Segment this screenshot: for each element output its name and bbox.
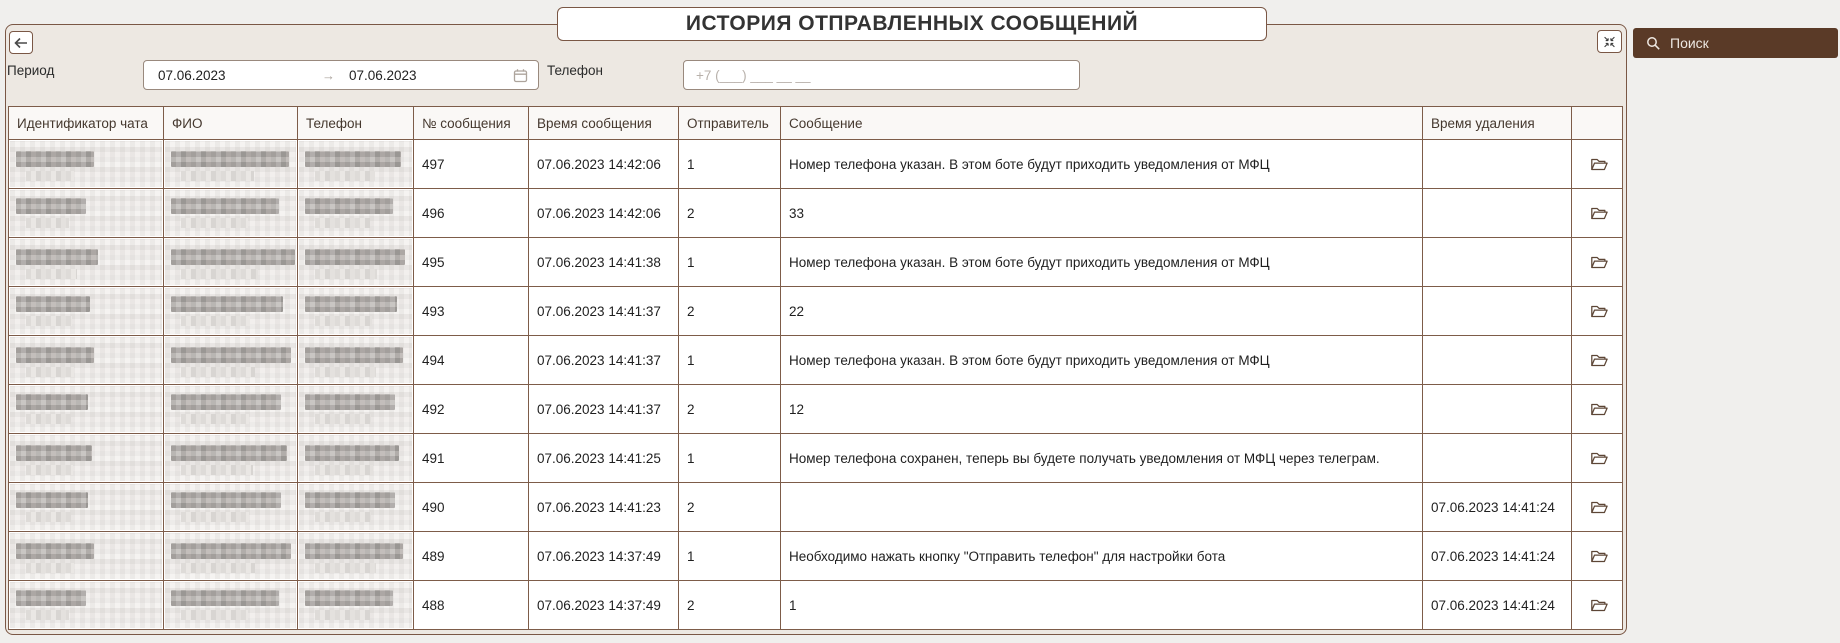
chat-id-cell <box>9 532 164 581</box>
chat-id-cell <box>9 581 164 630</box>
deletion-time-cell <box>1423 336 1572 385</box>
sender-cell: 2 <box>679 385 781 434</box>
table-header-row <box>9 107 1623 140</box>
fio-cell <box>164 238 298 287</box>
sender-cell: 1 <box>679 336 781 385</box>
message-number-cell: 495 <box>414 238 529 287</box>
fio-cell <box>164 532 298 581</box>
phone-cell <box>298 434 414 483</box>
back-arrow-icon <box>14 37 28 49</box>
date-to-value[interactable]: 07.06.2023 <box>349 67 417 83</box>
table-row[interactable] <box>9 287 1623 336</box>
column-header-4[interactable]: № сообщения <box>414 107 529 140</box>
fio-cell <box>164 385 298 434</box>
message-text-cell: Необходимо нажать кнопку "Отправить телефон" для настройки бота <box>781 532 1423 581</box>
phone-cell <box>298 238 414 287</box>
open-folder-button[interactable] <box>1572 385 1623 434</box>
redacted-value <box>165 239 296 285</box>
fio-cell <box>164 287 298 336</box>
back-button[interactable] <box>9 31 33 54</box>
page-title-box <box>557 7 1267 41</box>
sender-cell: 2 <box>679 483 781 532</box>
column-header-7[interactable]: Сообщение <box>781 107 1423 140</box>
messages-table <box>8 106 1623 630</box>
collapse-expand-button[interactable] <box>1597 30 1622 53</box>
chat-id-cell <box>9 483 164 532</box>
phone-cell <box>298 287 414 336</box>
search-label: Поиск <box>1670 35 1709 51</box>
open-folder-button[interactable] <box>1572 238 1623 287</box>
open-folder-button[interactable] <box>1572 336 1623 385</box>
column-header-6[interactable]: Отправитель <box>679 107 781 140</box>
phone-placeholder: +7 (___) ___ __ __ <box>696 67 811 83</box>
chat-id-cell <box>9 238 164 287</box>
deletion-time-cell: 07.06.2023 14:41:24 <box>1423 532 1572 581</box>
open-folder-icon <box>1590 598 1608 613</box>
sender-cell: 1 <box>679 238 781 287</box>
chat-id-cell <box>9 434 164 483</box>
message-time-cell: 07.06.2023 14:41:38 <box>529 238 679 287</box>
message-text-cell: 22 <box>781 287 1423 336</box>
deletion-time-cell <box>1423 140 1572 189</box>
message-text-cell: 12 <box>781 385 1423 434</box>
message-number-cell: 496 <box>414 189 529 238</box>
period-range-input[interactable] <box>143 60 539 90</box>
redacted-value <box>299 337 412 383</box>
redacted-value <box>10 533 162 579</box>
message-text-cell: Номер телефона сохранен, теперь вы будете получать уведомления от МФЦ через телеграм. <box>781 434 1423 483</box>
sender-cell: 2 <box>679 581 781 630</box>
redacted-value <box>299 582 412 628</box>
redacted-value <box>299 141 412 187</box>
open-folder-button[interactable] <box>1572 483 1623 532</box>
table-row[interactable] <box>9 532 1623 581</box>
open-folder-icon <box>1590 402 1608 417</box>
fio-cell <box>164 581 298 630</box>
phone-label: Телефон <box>547 63 604 78</box>
column-header-3[interactable]: Телефон <box>298 107 414 140</box>
open-folder-icon <box>1590 304 1608 319</box>
redacted-value <box>299 484 412 530</box>
open-folder-icon <box>1590 353 1608 368</box>
fio-cell <box>164 483 298 532</box>
redacted-value <box>10 386 162 432</box>
redacted-value <box>10 484 162 530</box>
redacted-value <box>10 288 162 334</box>
redacted-value <box>299 190 412 236</box>
open-folder-icon <box>1590 451 1608 466</box>
redacted-value <box>165 141 296 187</box>
message-time-cell: 07.06.2023 14:42:06 <box>529 189 679 238</box>
message-number-cell: 497 <box>414 140 529 189</box>
phone-cell <box>298 336 414 385</box>
open-folder-icon <box>1590 500 1608 515</box>
period-label: Период <box>7 63 55 78</box>
chat-id-cell <box>9 385 164 434</box>
message-number-cell: 489 <box>414 532 529 581</box>
open-folder-button[interactable] <box>1572 532 1623 581</box>
phone-cell <box>298 385 414 434</box>
deletion-time-cell <box>1423 238 1572 287</box>
table-row[interactable] <box>9 189 1623 238</box>
message-number-cell: 493 <box>414 287 529 336</box>
date-range-arrow-icon: → <box>322 67 335 83</box>
message-text-cell: 33 <box>781 189 1423 238</box>
message-time-cell: 07.06.2023 14:37:49 <box>529 532 679 581</box>
redacted-value <box>299 386 412 432</box>
calendar-icon[interactable] <box>513 68 528 83</box>
sender-cell: 1 <box>679 140 781 189</box>
redacted-value <box>10 435 162 481</box>
message-text-cell: 1 <box>781 581 1423 630</box>
open-folder-button[interactable] <box>1572 287 1623 336</box>
deletion-time-cell <box>1423 287 1572 336</box>
table-row[interactable] <box>9 385 1623 434</box>
redacted-value <box>299 435 412 481</box>
phone-cell <box>298 483 414 532</box>
redacted-value <box>10 582 162 628</box>
fio-cell <box>164 189 298 238</box>
chat-id-cell <box>9 189 164 238</box>
table-row[interactable] <box>9 140 1623 189</box>
message-number-cell: 491 <box>414 434 529 483</box>
phone-cell <box>298 532 414 581</box>
collapse-arrows-icon <box>1602 35 1617 49</box>
chat-id-cell <box>9 140 164 189</box>
redacted-value <box>10 337 162 383</box>
fio-cell <box>164 140 298 189</box>
redacted-value <box>10 239 162 285</box>
deletion-time-cell: 07.06.2023 14:41:24 <box>1423 581 1572 630</box>
open-folder-button[interactable] <box>1572 140 1623 189</box>
column-header-9[interactable] <box>1572 107 1623 140</box>
redacted-value <box>165 435 296 481</box>
redacted-value <box>299 533 412 579</box>
sender-cell: 2 <box>679 287 781 336</box>
message-time-cell: 07.06.2023 14:41:37 <box>529 385 679 434</box>
sender-cell: 2 <box>679 189 781 238</box>
message-text-cell: Номер телефона указан. В этом боте будут приходить уведомления от МФЦ <box>781 238 1423 287</box>
table-row[interactable] <box>9 238 1623 287</box>
table-row[interactable] <box>9 336 1623 385</box>
sender-cell: 1 <box>679 532 781 581</box>
redacted-value <box>165 484 296 530</box>
open-folder-button[interactable] <box>1572 434 1623 483</box>
deletion-time-cell <box>1423 385 1572 434</box>
redacted-value <box>165 533 296 579</box>
open-folder-icon <box>1590 549 1608 564</box>
deletion-time-cell <box>1423 434 1572 483</box>
message-time-cell: 07.06.2023 14:41:37 <box>529 287 679 336</box>
message-text-cell: Номер телефона указан. В этом боте будут приходить уведомления от МФЦ <box>781 140 1423 189</box>
redacted-value <box>299 288 412 334</box>
open-folder-icon <box>1590 206 1608 221</box>
message-number-cell: 488 <box>414 581 529 630</box>
column-header-2[interactable]: ФИО <box>164 107 298 140</box>
column-header-5[interactable]: Время сообщения <box>529 107 679 140</box>
fio-cell <box>164 434 298 483</box>
message-time-cell: 07.06.2023 14:42:06 <box>529 140 679 189</box>
phone-cell <box>298 140 414 189</box>
redacted-value <box>299 239 412 285</box>
redacted-value <box>165 288 296 334</box>
table-row[interactable] <box>9 483 1623 532</box>
phone-cell <box>298 189 414 238</box>
message-number-cell: 492 <box>414 385 529 434</box>
redacted-value <box>165 337 296 383</box>
search-icon <box>1646 36 1661 51</box>
message-number-cell: 494 <box>414 336 529 385</box>
message-number-cell: 490 <box>414 483 529 532</box>
redacted-value <box>165 190 296 236</box>
open-folder-button[interactable] <box>1572 189 1623 238</box>
message-text-cell: Номер телефона указан. В этом боте будут приходить уведомления от МФЦ <box>781 336 1423 385</box>
chat-id-cell <box>9 336 164 385</box>
open-folder-icon <box>1590 157 1608 172</box>
date-from-value[interactable]: 07.06.2023 <box>158 67 226 83</box>
redacted-value <box>10 141 162 187</box>
fio-cell <box>164 336 298 385</box>
deletion-time-cell: 07.06.2023 14:41:24 <box>1423 483 1572 532</box>
table-row[interactable] <box>9 434 1623 483</box>
message-time-cell: 07.06.2023 14:41:25 <box>529 434 679 483</box>
table-row[interactable] <box>9 581 1623 630</box>
search-input[interactable] <box>1633 28 1838 58</box>
phone-input[interactable] <box>683 60 1080 90</box>
message-time-cell: 07.06.2023 14:41:37 <box>529 336 679 385</box>
open-folder-icon <box>1590 255 1608 270</box>
phone-cell <box>298 581 414 630</box>
message-time-cell: 07.06.2023 14:37:49 <box>529 581 679 630</box>
message-time-cell: 07.06.2023 14:41:23 <box>529 483 679 532</box>
deletion-time-cell <box>1423 189 1572 238</box>
open-folder-button[interactable] <box>1572 581 1623 630</box>
chat-id-cell <box>9 287 164 336</box>
column-header-8[interactable]: Время удаления <box>1423 107 1572 140</box>
redacted-value <box>165 582 296 628</box>
message-text-cell <box>781 483 1423 532</box>
page-title: ИСТОРИЯ ОТПРАВЛЕННЫХ СООБЩЕНИЙ <box>685 12 1139 35</box>
redacted-value <box>10 190 162 236</box>
column-header-1[interactable]: Идентификатор чата <box>9 107 164 140</box>
redacted-value <box>165 386 296 432</box>
sender-cell: 1 <box>679 434 781 483</box>
